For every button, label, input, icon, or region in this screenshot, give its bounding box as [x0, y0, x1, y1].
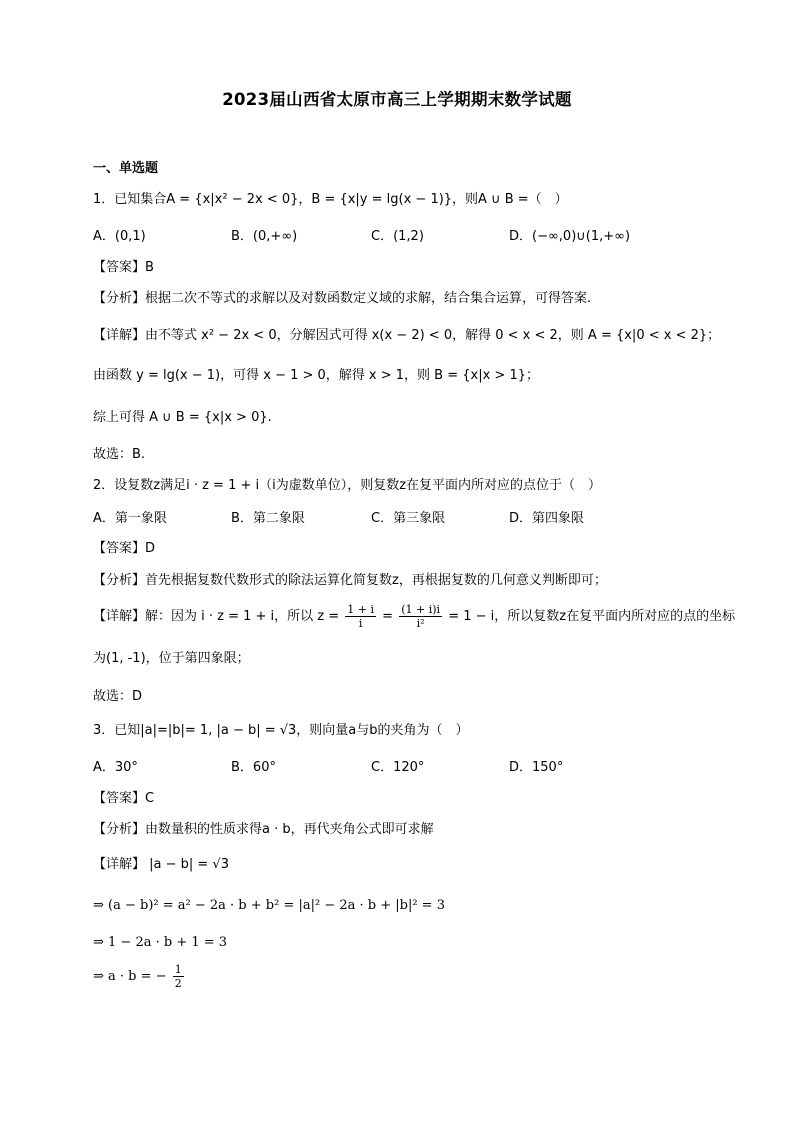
- q3-detail-1: 【详解】 |a − b| = √3: [93, 857, 229, 872]
- q2-fraction-2-numerator: (1 + i)i: [401, 603, 441, 616]
- q3-option-b: B．60°: [231, 760, 276, 775]
- q2-equals: =: [382, 609, 394, 624]
- q2-option-b: B．第二象限: [231, 511, 305, 526]
- q3-detail-3: ⇒ 1 − 2a · b + 1 = 3: [93, 935, 228, 950]
- q1-option-a: A．(0,1): [93, 229, 146, 244]
- q2-detail-1-text: 【详解】解：因为 i · z = 1 + i，所以 z =: [93, 609, 340, 624]
- q2-detail-1: [93, 598, 735, 636]
- q2-stem: 2．设复数z满足i · z = 1 + i（i为虚数单位），则复数z在复平面内所对应的点位于（ ）: [93, 478, 602, 493]
- q3-answer: 【答案】C: [93, 791, 155, 806]
- page-title: 2023届山西省太原市高三上学期期末数学试题: [222, 90, 572, 109]
- q3-fraction: [173, 963, 184, 990]
- q2-detail-2: 为(1, -1)，位于第四象限；: [93, 651, 250, 666]
- q3-stem: 3．已知|a|=|b|= 1, |a − b| = √3，则向量a与b的夹角为（ ）: [93, 723, 469, 738]
- section-heading: 一、单选题: [93, 161, 159, 176]
- q3-fraction-denominator: 2: [174, 977, 182, 990]
- q3-detail-2: ⇒ (a − b)² = a² − 2a · b + b² = |a|² − 2a · b + |b|² = 3: [93, 898, 445, 913]
- q3-option-c: C．120°: [371, 760, 425, 775]
- q1-option-d: D．(−∞,0)∪(1,+∞): [509, 229, 631, 244]
- q2-fraction-2: [399, 603, 442, 630]
- q1-choose: 故选：B.: [93, 447, 146, 462]
- q3-detail-4: [93, 962, 186, 992]
- q2-option-c: C．第三象限: [371, 511, 446, 526]
- q1-detail-3: 综上可得 A ∪ B = {x|x > 0}.: [93, 410, 272, 425]
- q2-fraction-1-numerator: 1 + i: [347, 603, 375, 616]
- q3-option-a: A．30°: [93, 760, 138, 775]
- q2-detail-1-tail: = 1 − i，所以复数z在复平面内所对应的点的坐标: [448, 609, 736, 624]
- q2-fraction-2-denominator: i²: [416, 617, 425, 630]
- q2-fraction-1: [345, 603, 376, 630]
- q1-detail-1: 【详解】由不等式 x² − 2x < 0，分解因式可得 x(x − 2) < 0，解得 0 < x < 2，则 A = {x|0 < x < 2}；: [93, 328, 721, 343]
- q1-analysis: 【分析】根据二次不等式的求解以及对数函数定义域的求解，结合集合运算，可得答案.: [93, 291, 592, 306]
- q2-option-a: A．第一象限: [93, 511, 167, 526]
- q2-fraction-1-denominator: i: [358, 617, 363, 630]
- q2-option-d: D．第四象限: [509, 511, 585, 526]
- q2-analysis: 【分析】首先根据复数代数形式的除法运算化简复数z，再根据复数的几何意义判断即可；: [93, 573, 607, 588]
- q3-fraction-numerator: 1: [174, 963, 182, 976]
- q3-option-d: D．150°: [509, 760, 564, 775]
- q1-stem: 1．已知集合A = {x|x² − 2x < 0}，B = {x|y = lg(x − 1)}，则A ∪ B =（ ）: [93, 192, 568, 207]
- q1-answer: 【答案】B: [93, 260, 154, 275]
- q1-option-c: C．(1,2): [371, 229, 424, 244]
- q3-analysis: 【分析】由数量积的性质求得a · b，再代夹角公式即可求解: [93, 822, 434, 837]
- q3-detail-4-text: ⇒ a · b = −: [93, 969, 167, 984]
- q2-answer: 【答案】D: [93, 541, 156, 556]
- q1-option-b: B．(0,+∞): [231, 229, 298, 244]
- q1-detail-2: 由函数 y = lg(x − 1)，可得 x − 1 > 0，解得 x > 1，则 B = {x|x > 1}；: [93, 368, 539, 383]
- q2-choose: 故选：D: [93, 689, 143, 704]
